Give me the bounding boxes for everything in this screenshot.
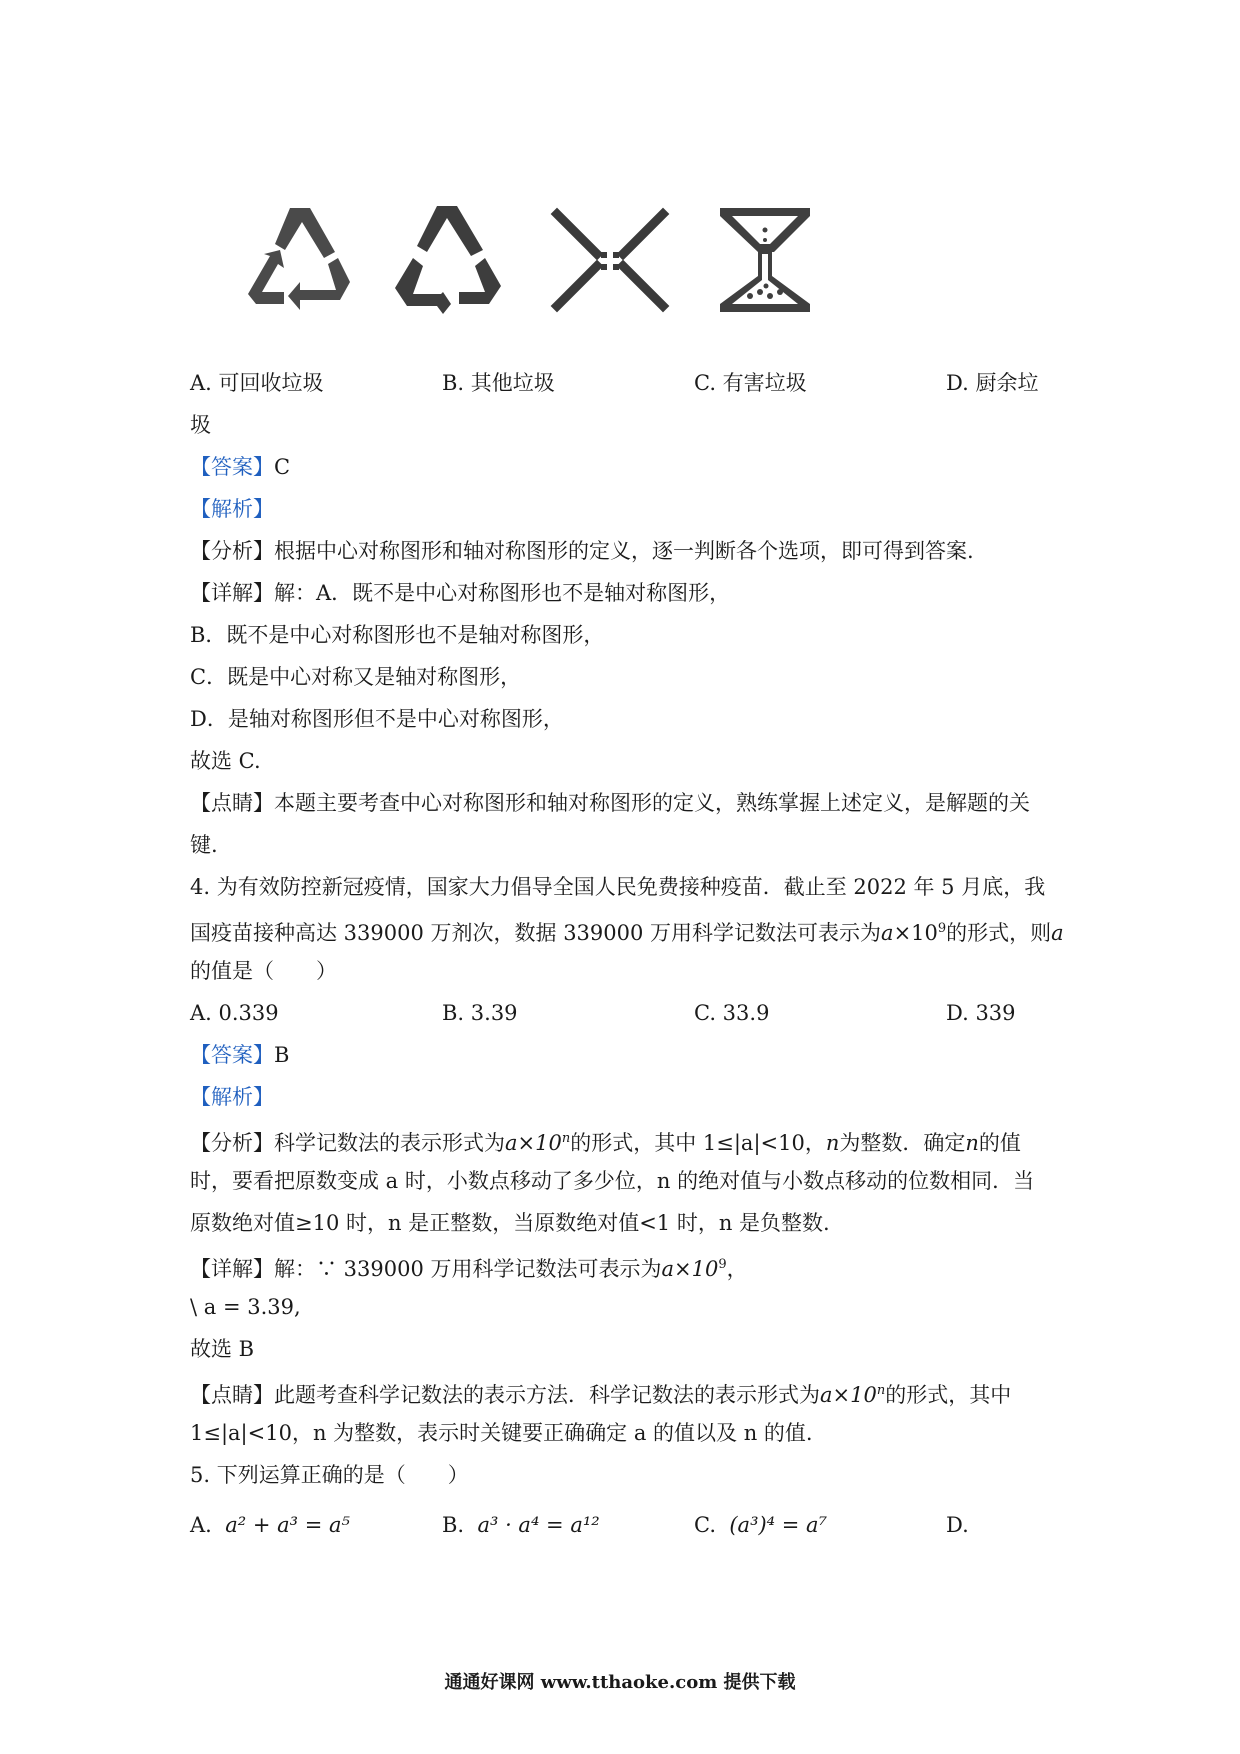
q5-option-b-label: B.: [442, 1513, 465, 1537]
fenxi-var-n: n: [825, 1131, 840, 1155]
q3-choose: 故选 C.: [190, 749, 261, 773]
q3-line-c: C．既是中心对称又是轴对称图形，: [190, 665, 522, 689]
q3-line-d: D．是轴对称图形但不是中心对称图形，: [190, 707, 564, 731]
q5-stem: 5. 下列运算正确的是（ ）: [190, 1463, 469, 1487]
q4-option-d: D. 339: [946, 1001, 1016, 1025]
q5-option-a-label: A.: [190, 1513, 212, 1537]
analysis-label: 【解析】: [190, 497, 274, 521]
q3-xiangjie: [190, 578, 730, 608]
fenxi-var-n2: n: [965, 1131, 979, 1155]
q3-line-b: B．既不是中心对称图形也不是轴对称图形，: [190, 623, 605, 647]
q4-fenxi-line2: 时，要看把原数变成 a 时，小数点移动了多少位，n 的绝对值与小数点移动的位数相同．当: [190, 1169, 1035, 1193]
answer-label: 【答案】: [190, 1043, 274, 1067]
q5-option-a-math: a² + a³ = a⁵: [225, 1513, 350, 1537]
q4-stem2-text: 国疫苗接种高达 339000 万剂次，数据 339000 万用科学记数法可表示为: [190, 921, 882, 945]
q4-analysis-heading: [190, 1082, 274, 1112]
fenxi-text-3: 为整数．确定: [839, 1131, 966, 1155]
fenxi-text-4: 的值: [978, 1131, 1021, 1155]
fenxi-text-2: 的形式，其中 1≤|a|<10，: [570, 1131, 826, 1155]
q3-fenxi: [190, 536, 974, 566]
analysis-label: 【解析】: [190, 1085, 274, 1109]
dianjing-label: 【点睛】: [190, 791, 274, 815]
fenxi-exp: n: [561, 1131, 571, 1146]
q3-answer: [190, 452, 290, 482]
fenxi-label: 【分析】: [190, 1131, 274, 1155]
xiangjie-exp: 9: [718, 1257, 727, 1272]
dianjing-exp: n: [876, 1383, 886, 1398]
q4-option-c: C. 33.9: [694, 1001, 770, 1025]
xiangjie-math: a×10: [661, 1257, 719, 1281]
answer-label: 【答案】: [190, 455, 274, 479]
q4-xiangjie: [190, 1250, 748, 1284]
q4-var-a2: a: [1051, 921, 1064, 945]
dianjing-text: 此题考查科学记数法的表示方法．科学记数法的表示形式为: [274, 1383, 820, 1407]
q5-option-d-label: D.: [946, 1513, 969, 1537]
q4-choose: 故选 B: [190, 1337, 255, 1361]
q5-option-c: [694, 1510, 827, 1540]
recycle-icon: [240, 200, 370, 320]
dianjing-text-2: 的形式，其中: [885, 1383, 1012, 1407]
q3-option-a: A. 可回收垃圾: [190, 371, 324, 395]
q3-option-c: C. 有害垃圾: [694, 371, 807, 395]
q3-dianjing-wrap: 键.: [190, 833, 218, 857]
q4-option-a: A. 0.339: [190, 1001, 279, 1025]
hazardous-waste-icon: [545, 200, 675, 320]
xiangjie-end: ，: [726, 1257, 748, 1281]
q5-option-c-math: (a³)⁴ = a⁷: [729, 1513, 827, 1537]
q5-option-d: [946, 1510, 969, 1540]
xiangjie-text: 解：A．既不是中心对称图形也不是轴对称图形，: [274, 581, 731, 605]
fenxi-label: 【分析】: [190, 539, 274, 563]
q3-analysis-heading: [190, 494, 274, 524]
q3-option-d: D. 厨余垃: [946, 371, 1039, 395]
icon-row: [240, 200, 840, 320]
q4-stem2-tail: 的形式，则: [946, 921, 1052, 945]
fenxi-text: 科学记数法的表示形式为: [274, 1131, 505, 1155]
dianjing-math: a×10: [820, 1383, 877, 1407]
q4-therefore: \ a = 3.39,: [190, 1295, 301, 1319]
q4-fenxi-line3: 原数绝对值≥10 时，n 是正整数，当原数绝对值<1 时，n 是负整数.: [190, 1211, 830, 1235]
dianjing-label: 【点睛】: [190, 1383, 274, 1407]
other-waste-icon: [385, 200, 515, 320]
q5-option-a: [190, 1510, 350, 1540]
dianjing-text: 本题主要考查中心对称图形和轴对称图形的定义，熟练掌握上述定义，是解题的关: [274, 791, 1030, 815]
fenxi-text: 根据中心对称图形和轴对称图形的定义，逐一判断各个选项，即可得到答案.: [274, 539, 974, 563]
xiangjie-text: 解：∵ 339000 万用科学记数法可表示为: [274, 1257, 662, 1281]
q5-option-b-math: a³ · a⁴ = a¹²: [477, 1513, 600, 1537]
q4-dianjing-line2: 1≤|a|<10，n 为整数，表示时关键要正确确定 a 的值以及 n 的值.: [190, 1421, 813, 1445]
q3-option-b: B. 其他垃圾: [442, 371, 555, 395]
q4-dianjing-line1: [190, 1376, 1011, 1410]
q4-times-ten: ×10: [893, 921, 938, 945]
q3-option-wrap: 圾: [190, 413, 211, 437]
xiangjie-label: 【详解】: [190, 581, 274, 605]
q3-dianjing: [190, 788, 1030, 818]
kitchen-waste-icon: [710, 200, 840, 320]
page-footer: 通通好课网 www.tthaoke.com 提供下载: [444, 1672, 796, 1693]
q4-answer: [190, 1040, 289, 1070]
xiangjie-label: 【详解】: [190, 1257, 274, 1281]
q4-stem-line1: 4. 为有效防控新冠疫情，国家大力倡导全国人民免费接种疫苗．截止至 2022 年 5 月底，我: [190, 875, 1046, 899]
answer-value: B: [274, 1043, 290, 1067]
q4-stem-line3: 的值是（ ）: [190, 959, 337, 983]
q5-option-b: [442, 1510, 600, 1540]
q5-option-c-label: C.: [694, 1513, 716, 1537]
q4-exponent: 9: [937, 921, 947, 936]
q4-option-b: B. 3.39: [442, 1001, 518, 1025]
q4-stem-line2: [190, 914, 1064, 948]
q4-var-a: a: [881, 921, 894, 945]
q4-fenxi-line1: [190, 1124, 1021, 1158]
fenxi-math: a×10: [505, 1131, 562, 1155]
answer-value: C: [274, 455, 291, 479]
